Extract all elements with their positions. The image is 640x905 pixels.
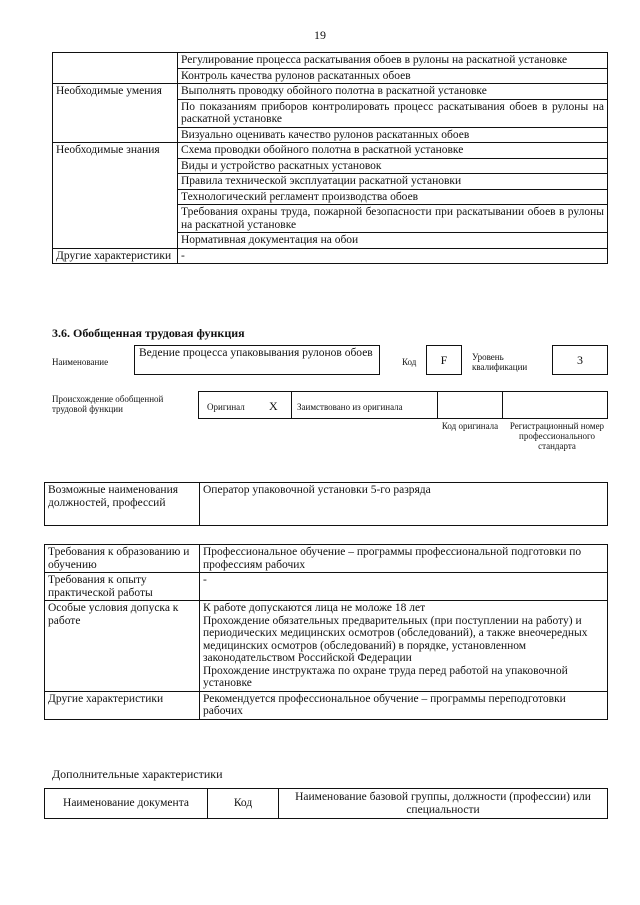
table-cell-label: Требования к опыту практической работы [45,573,200,601]
additional-table [44,788,608,819]
skills-knowledge-table [52,52,608,264]
level-label: Уровень квалификации [472,352,528,372]
table-cell: Требования охраны труда, пожарной безопасности при раскатывании обоев в рулоны на раскатной установке [178,205,608,233]
table-cell: Схема проводки обойного полотна в раскатной установке [178,143,608,159]
function-name-box: Ведение процесса упаковывания рулонов обоев [134,345,380,375]
divider [291,392,292,418]
requirement-line: К работе допускаются лица не моложе 18 лет [203,602,426,614]
section-title: 3.6. Обобщенная трудовая функция [52,326,245,340]
table-cell: Контроль качества рулонов раскатанных обоев [178,68,608,84]
table-cell: Профессиональное обучение – программы профессиональной подготовки по профессиям рабочих [200,545,608,573]
table-cell: - [178,248,608,264]
original-label: Оригинал [207,402,245,412]
code-box: F [426,345,462,375]
table-cell-label: Возможные наименования должностей, профессий [45,483,200,526]
table-cell-label: Другие характеристики [45,691,200,719]
origin-box [198,391,608,419]
requirement-line: Прохождение обязательных предварительных (при поступлении на работу) и периодических медицинских осмотров (обследований), а также внеочередных медицинских осмотров (обследований) в порядке, установленном законодательством Российской Федерации [203,614,588,664]
table-cell-label: Необходимые знания [53,143,178,249]
reg-number-caption: Регистрационный номер профессионального стандарта [509,421,605,451]
table-cell: Правила технической эксплуатации раскатной установки [178,174,608,190]
borrowed-label: Заимствовано из оригинала [297,402,403,412]
requirement-line: Прохождение инструктажа по охране труда перед работой на упаковочной установке [203,664,568,689]
table-cell-label [53,53,178,84]
table-cell: Оператор упаковочной установки 5-го разряда [200,483,608,526]
table-header: Код [208,789,279,819]
positions-table [44,482,608,526]
table-cell-label: Другие характеристики [53,248,178,264]
table-cell-label: Необходимые умения [53,84,178,143]
original-mark: X [269,399,278,413]
table-cell: Технологический регламент производства обоев [178,189,608,205]
divider [437,392,438,418]
table-cell: Выполнять проводку обойного полотна в раскатной установке [178,84,608,100]
code-original-caption: Код оригинала [441,421,499,431]
divider [502,392,503,418]
table-header: Наименование документа [45,789,208,819]
table-cell: Нормативная документация на обои [178,233,608,249]
table-cell-label: Требования к образованию и обучению [45,545,200,573]
page-number: 19 [314,28,326,42]
table-cell: Визуально оценивать качество рулонов раскатанных обоев [178,127,608,143]
table-cell: - [200,573,608,601]
name-label: Наименование [52,357,109,367]
table-cell [200,601,608,692]
table-cell-label: Особые условия допуска к работе [45,601,200,692]
origin-label: Происхождение обобщенной трудовой функции [52,394,164,414]
code-label: Код [402,357,417,367]
table-cell: Регулирование процесса раскатывания обоев в рулоны на раскатной установке [178,53,608,69]
requirements-table [44,544,608,720]
level-box: 3 [552,345,608,375]
table-cell: Рекомендуется профессиональное обучение – программы переподготовки рабочих [200,691,608,719]
table-cell: По показаниям приборов контролировать процесс раскатывания обоев в рулоны на раскатной установке [178,99,608,127]
table-cell: Виды и устройство раскатных установок [178,158,608,174]
table-header: Наименование базовой группы, должности (профессии) или специальности [279,789,608,819]
additional-title: Дополнительные характеристики [52,767,223,781]
